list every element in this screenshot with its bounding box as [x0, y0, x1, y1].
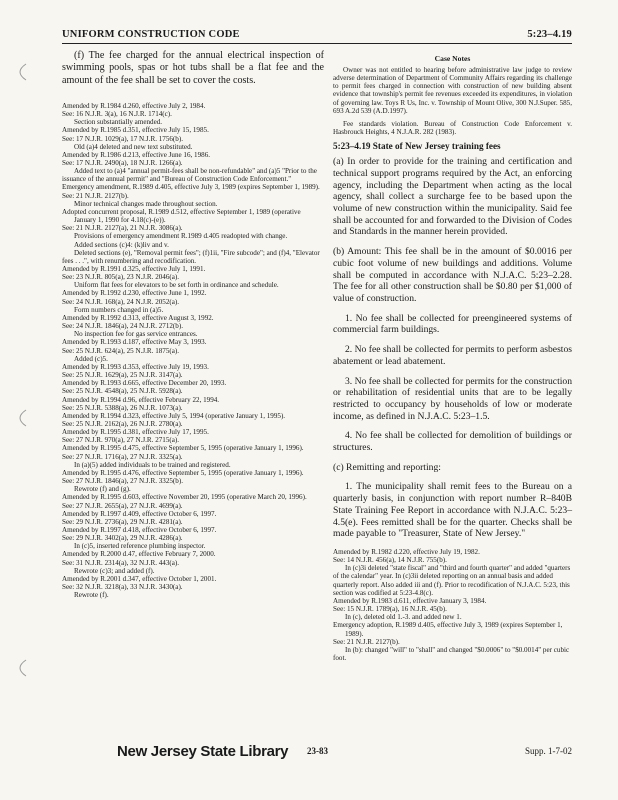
history-line: See: 21 N.J.R. 2127(b). [333, 637, 400, 646]
page-number: 23-83 [307, 746, 328, 756]
history-line: Amended by R.1983 d.611, effective January 3, 1984. [333, 596, 487, 605]
right-history-notes [333, 548, 572, 662]
history-line: Adopted concurrent proposal, R.1989 d.512, effective September 1, 1989 (operative January 1, 1990 for 4.18(c)-(e)). [62, 207, 301, 225]
left-history-notes [62, 102, 324, 600]
history-line: Added text to (a)4 "annual permit-fees shall be non-refundable" and (a)5 "Prior to the issuance of the annual permit" and "Bureau of Construction Code Enforcement." [62, 167, 317, 184]
supplement-date: Supp. 1-7-02 [525, 746, 572, 756]
left-column [62, 50, 324, 599]
history-line: Section substantially amended. [74, 118, 163, 127]
history-line: Amended by R.1995 d.603, effective November 20, 1995 (operative March 20, 1996). [62, 493, 307, 502]
history-line: Amended by R.1993 d.187, effective May 3, 1993. [62, 338, 207, 347]
history-line: Amended by R.1985 d.351, effective July 15, 1985. [62, 126, 209, 135]
history-line: See: 21 N.J.R. 2127(b). [62, 191, 129, 200]
history-line: Amended by R.1986 d.213, effective June 16, 1986. [62, 150, 211, 159]
history-line: Rewrote (c)3; and added (f). [74, 566, 155, 575]
history-line: See: 27 N.J.R. 2655(a), 27 N.J.R. 4699(a). [62, 501, 183, 510]
section-heading: 5:23–4.19 State of New Jersey training fees [333, 141, 501, 152]
history-line: Amended by R.1992 d.313, effective August 3, 1992. [62, 313, 214, 322]
history-line: Emergency adoption, R.1989 d.405, effective July 3, 1989 (expires September 1, 1989). [333, 621, 563, 638]
numbered-item: 2. No fee shall be collected for permits to perform asbestos abatement or lead abatement. [333, 344, 572, 367]
history-line: Amended by R.1991 d.325, effective July 1, 1991. [62, 265, 206, 274]
header-rule [62, 43, 572, 44]
case-note: Fee standards violation. Bureau of Construction Code Enforcement v. Hasbrouck Heights, 4 N.J.A.R. 282 (1983). [333, 119, 572, 137]
header-section: 5:23–4.19 [527, 29, 572, 40]
history-line: See: 17 N.J.R. 1029(a), 17 N.J.R. 1756(b). [62, 134, 183, 143]
case-note: Owner was not entitled to hearing before administrative law judge to review adverse determination of Department of Community Affairs regarding its challenge to permit fees charged in connection with construction of new building absent evidence that township's permit fee revenues exceeded its expenditures, in violation of governing law. Toys R Us, Inc. v. Township of Mount Olive, 300 N.J.Super. 585, 693 A.2d 539 (A.D.1997). [333, 66, 572, 115]
history-line: Minor technical changes made throughout section. [74, 199, 218, 208]
history-line: Amended by R.1994 d.323, effective July 5, 1994 (operative January 1, 1995). [62, 411, 286, 420]
history-line: See: 21 N.J.R. 2127(a), 21 N.J.R. 3086(a). [62, 224, 183, 233]
numbered-item: 4. No fee shall be collected for demolition of buildings or structures. [333, 430, 572, 454]
case-notes [333, 66, 572, 136]
history-line: See: 25 N.J.R. 4548(a), 25 N.J.R. 5928(a). [62, 387, 183, 396]
history-line: In (c)3i deleted "state fiscal" and "third and fourth quarter" and added "quarters of the calendar" year. In (c)3ii deleted reporting on an annual basis and added quarterly report. Also added iii and (f). Prior to recodification of N.J.A.C. 5:23, this section was codified at 5:23-4.8(c). [333, 564, 571, 597]
history-line: See: 27 N.J.R. 1846(a), 27 N.J.R. 3325(b). [62, 477, 183, 486]
history-line: Amended by R.1995 d.475, effective September 5, 1995 (operative January 1, 1996). [62, 444, 304, 453]
history-line: Deleted sections (e), "Removal permit fees"; (f)1ii, "Fire subcode"; and (f)4, "Elevator fees . . .", with renumbering and recodification. [62, 248, 320, 265]
history-line: Old (a)4 deleted and new text substituted. [74, 142, 193, 151]
history-line: In (c)5, inserted reference plumbing inspector. [74, 542, 206, 551]
history-line: Amended by R.1995 d.476, effective September 5, 1995 (operative January 1, 1996). [62, 468, 304, 477]
history-line: See: 17 N.J.R. 2490(a), 18 N.J.R. 1266(a). [62, 158, 183, 167]
history-line: See: 25 N.J.R. 1629(a), 25 N.J.R. 3147(a). [62, 371, 183, 380]
history-line: See: 27 N.J.R. 970(a), 27 N.J.R. 2715(a). [62, 436, 180, 445]
history-line: Amended by R.1993 d.353, effective July 19, 1993. [62, 362, 209, 371]
history-line: Added sections (c)4: (k)liv and v. [74, 240, 169, 249]
numbered-item: 3. No fee shall be collected for permits for the construction or rehabilitation of residential units that are to be legally restricted to occupancy by households of low or moderate income, as defined in N.J.A.C. 5:23–1.5. [333, 375, 572, 422]
history-line: Uniform flat fees for elevators to be set forth in ordinance and schedule. [74, 281, 279, 290]
history-line: Added (c)5. [74, 354, 108, 363]
history-line: See: 32 N.J.R. 3218(a), 33 N.J.R. 3430(a). [62, 583, 183, 592]
history-line: See: 15 N.J.R. 1789(a), 16 N.J.R. 45(b). [333, 605, 447, 614]
history-line: See: 23 N.J.R. 805(a), 23 N.J.R. 2046(a). [62, 273, 180, 282]
running-header [62, 29, 572, 40]
history-line: Amended by R.1982 d.220, effective July 19, 1982. [333, 547, 480, 556]
history-line: See: 29 N.J.R. 2736(a), 29 N.J.R. 4281(a). [62, 517, 183, 526]
history-line: Rewrote (f). [74, 591, 109, 600]
history-line: In (c), deleted old 1.-3. and added new 1. [345, 613, 462, 622]
numbered-item: 1. No fee shall be collected for preengineered systems of commercial farm buildings. [333, 312, 572, 336]
history-line: See: 16 N.J.R. 3(a), 16 N.J.R. 1714(c). [62, 110, 172, 119]
history-line: Amended by R.1993 d.665, effective December 20, 1993. [62, 379, 227, 388]
history-line: In (b): changed "will" to "shall" and changed "$0.0006" to "$0.0014" per cubic foot. [333, 645, 570, 662]
history-line: Form numbers changed in (a)5. [74, 305, 164, 314]
history-line: See: 27 N.J.R. 1716(a), 27 N.J.R. 3325(a). [62, 452, 183, 461]
history-line: Amended by R.1995 d.381, effective July 17, 1995. [62, 428, 209, 437]
binder-hole-mark [10, 658, 30, 678]
history-line: Amended by R.1997 d.409, effective October 6, 1997. [62, 509, 217, 518]
subsection-f: (f) The fee charged for the annual electrical inspection of swimming pools, spas or hot tubs shall be a flat fee and the amount of the fee shall be set to cover the costs. [62, 50, 324, 86]
history-line: Amended by R.2001 d.347, effective October 1, 2001. [62, 574, 217, 583]
history-line: Amended by R.1992 d.230, effective June 1, 1992. [62, 289, 207, 298]
history-line: Amended by R.1994 d.96, effective February 22, 1994. [62, 395, 220, 404]
subsection-paragraph: (c) Remitting and reporting: [333, 461, 441, 473]
history-line: See: 24 N.J.R. 1846(a), 24 N.J.R. 2712(b). [62, 322, 183, 331]
history-line: Provisions of emergency amendment R.1989 d.405 readopted with change. [74, 232, 288, 241]
history-line: Amended by R.1984 d.260, effective July 2, 1984. [62, 101, 206, 110]
history-line: Amended by R.1997 d.418, effective October 6, 1997. [62, 526, 217, 535]
history-line: Rewrote (f) and (g). [74, 485, 131, 494]
history-line: See: 29 N.J.R. 3402(a), 29 N.J.R. 4286(a). [62, 534, 183, 543]
history-line: See: 25 N.J.R. 624(a), 25 N.J.R. 1875(a). [62, 346, 180, 355]
binder-hole-mark [10, 62, 30, 82]
history-line: See: 25 N.J.R. 5388(a), 26 N.J.R. 1073(a). [62, 403, 183, 412]
binder-hole-mark [10, 408, 30, 428]
history-line: See: 25 N.J.R. 2162(a), 26 N.J.R. 2780(a). [62, 419, 183, 428]
history-line: Emergency amendment, R.1989 d.405, effective July 3, 1989 (expires September 1, 1989). [62, 183, 320, 192]
history-line: No inspection fee for gas service entrances. [74, 330, 198, 339]
library-stamp: New Jersey State Library [117, 743, 289, 760]
section-body [333, 156, 572, 540]
history-line: See: 24 N.J.R. 168(a), 24 N.J.R. 2052(a). [62, 297, 180, 306]
history-line: See: 14 N.J.R. 456(a), 14 N.J.R. 755(b). [333, 556, 447, 565]
subsection-paragraph: (b) Amount: This fee shall be in the amount of $0.0016 per cubic foot volume of new buildings and additions. Volume shall be computed in accordance with N.J.A.C. 5:23–2.28. The fee for all other construction shall be $0.80 per $1,000 of value of construction. [333, 246, 572, 304]
numbered-item: 1. The municipality shall remit fees to the Bureau on a quarterly basis, in conjunction with report number R–840B State Training Fee Report in accordance with N.J.A.C. 5:23–4.5(e). Fees remitted shall be for the quarter. Checks shall be made payable to "Treasurer, State of New Jersey." [333, 481, 572, 540]
header-title: UNIFORM CONSTRUCTION CODE [62, 29, 240, 40]
history-line: See: 31 N.J.R. 2314(a), 32 N.J.R. 443(a). [62, 558, 180, 567]
right-column [333, 50, 572, 662]
history-line: Amended by R.2000 d.47, effective February 7, 2000. [62, 550, 216, 559]
history-line: In (a)(5) added individuals to be trained and registered. [74, 460, 231, 469]
subsection-paragraph: (a) In order to provide for the training and certification and technical support programs required by the Act, an enforcing agency, including the Department when acting as the local agency, shall collect a surcharge fee to be based upon the volume of new construction within the municipality. Said fee shall be accounted for and forwarded to the Division of Codes and Standards in the manner herein provided. [333, 156, 572, 238]
case-notes-title: Case Notes [434, 54, 471, 63]
